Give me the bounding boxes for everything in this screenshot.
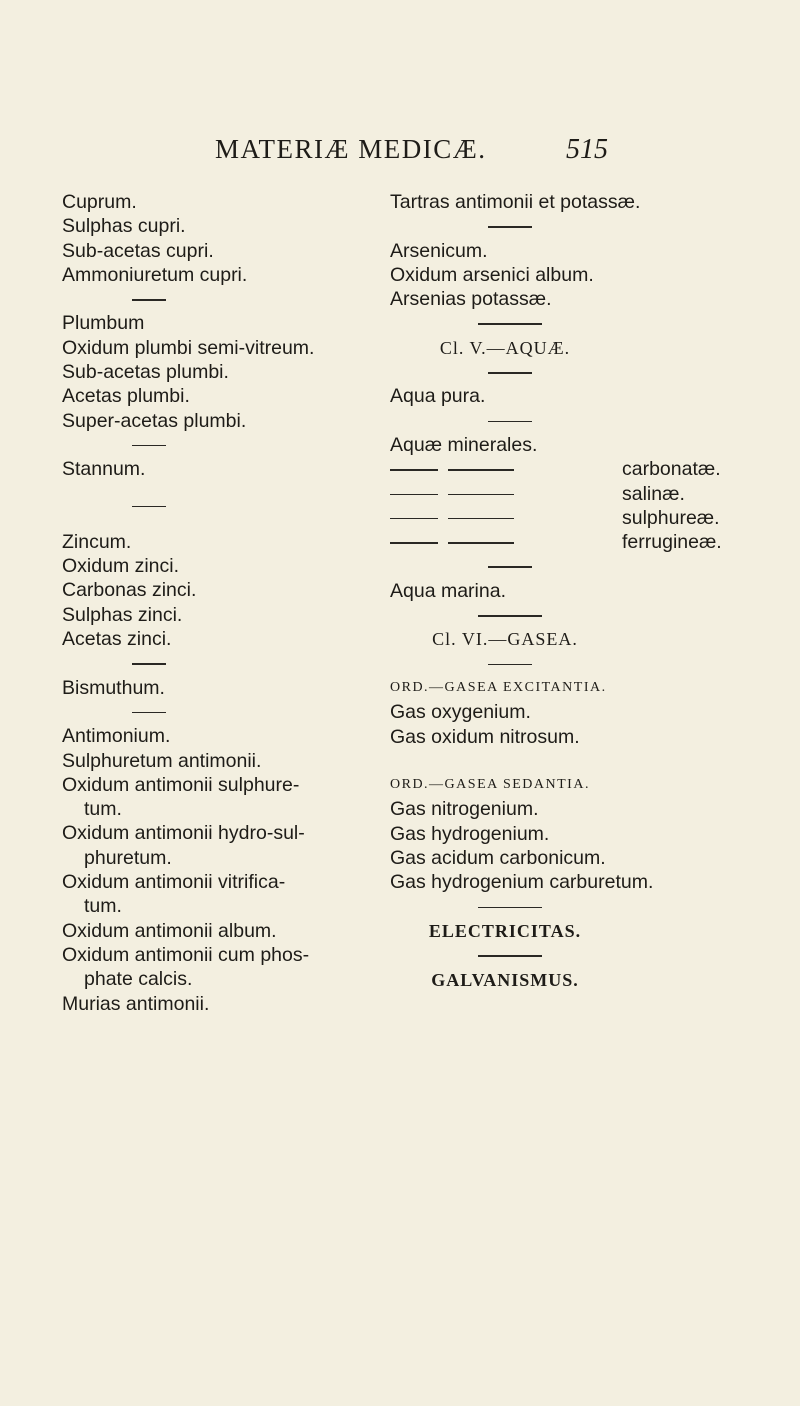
entry-bismuthum: Bismuthum. (62, 676, 165, 699)
header-title: MATERIÆ MEDICÆ. (215, 134, 487, 164)
entry-sub-acetas-plumbi: Sub-acetas plumbi. (62, 361, 229, 384)
entry-sulphuretum-antimonii: Sulphuretum antimonii. (62, 749, 262, 772)
entry-gas-hydrogenium: Gas hydrogenium. (390, 822, 550, 845)
entry-oxidum-antimonii-album: Oxidum antimonii album. (62, 919, 277, 942)
mineral-kind: carbonatæ. (622, 458, 721, 481)
separator-rule (390, 943, 730, 967)
entry-oxidum-antimonii-vitrificatum: Oxidum antimonii vitrifica- (62, 871, 286, 894)
entry-gas-hydrogenium-carburetum: Gas hydrogenium carburetum. (390, 871, 654, 894)
mineral-row-sulphureae (390, 506, 730, 530)
separator-rule (390, 554, 730, 578)
entry-acetas-plumbi: Acetas plumbi. (62, 385, 190, 408)
mineral-kind: salinæ. (622, 482, 685, 505)
entry-continuation: tum. (84, 798, 122, 821)
separator-rule (390, 409, 730, 433)
separator-rule (390, 214, 730, 238)
entry-sub-acetas-cupri: Sub-acetas cupri. (62, 239, 214, 262)
entry-oxidum-arsenici: Oxidum arsenici album. (390, 263, 594, 286)
entry-arsenicum: Arsenicum. (390, 239, 488, 262)
separator-rule (390, 311, 730, 335)
heading-electricitas: ELECTRICITAS. (428, 920, 582, 941)
entry-continuation: phuretum. (84, 846, 172, 869)
class-heading-gasea: Cl. VI.—GASEA. (432, 629, 578, 650)
separator-rule (62, 433, 362, 457)
mineral-kind: sulphureæ. (622, 506, 720, 529)
entry-murias-antimonii: Murias antimonii. (62, 992, 210, 1015)
entry-gas-oxygenium: Gas oxygenium. (390, 701, 531, 724)
entry-continuation: phate calcis. (84, 968, 193, 991)
entry-antimonium: Antimonium. (62, 725, 171, 748)
separator-rule (390, 360, 730, 384)
order-heading-sedantia: ORD.—GASEA SEDANTIA. (390, 777, 590, 793)
right-column (390, 190, 730, 992)
entry-gas-oxidum-nitrosum: Gas oxidum nitrosum. (390, 725, 580, 748)
entry-gas-acidum-carbonicum: Gas acidum carbonicum. (390, 847, 606, 870)
entry-plumbum: Plumbum (62, 312, 145, 335)
separator-rule (390, 895, 730, 919)
entry-oxidum-antimonii-cum-phosphate: Oxidum antimonii cum phos- (62, 943, 310, 966)
entry-aquae-minerales: Aquæ minerales. (390, 433, 538, 456)
entry-oxidum-antimonii-hydro-sulphuretum: Oxidum antimonii hydro-sul- (62, 822, 305, 845)
entry-sulphas-cupri: Sulphas cupri. (62, 215, 186, 238)
separator-rule (62, 494, 362, 518)
separator-rule (390, 652, 730, 676)
separator-rule (62, 287, 362, 311)
mineral-kind: ferrugineæ. (622, 531, 722, 554)
entry-oxidum-zinci: Oxidum zinci. (62, 555, 180, 578)
entry-carbonas-zinci: Carbonas zinci. (62, 579, 197, 602)
entry-zincum: Zincum. (62, 530, 132, 553)
entry-continuation: tum. (84, 895, 122, 918)
class-heading-aquae: Cl. V.—AQUÆ. (439, 337, 571, 358)
mineral-row-carbonatae (390, 457, 730, 481)
entry-super-acetas-plumbi: Super-acetas plumbi. (62, 409, 247, 432)
entry-oxidum-plumbi: Oxidum plumbi semi-vitreum. (62, 336, 315, 359)
entry-sulphas-zinci: Sulphas zinci. (62, 603, 183, 626)
entry-cuprum: Cuprum. (62, 191, 137, 213)
entry-stannum: Stannum. (62, 458, 146, 481)
separator-rule (62, 700, 362, 724)
heading-galvanismus: GALVANISMUS. (431, 969, 579, 990)
entry-gas-nitrogenium: Gas nitrogenium. (390, 798, 539, 821)
mineral-row-ferrugineae (390, 530, 730, 554)
running-header (0, 134, 800, 174)
entry-aqua-marina: Aqua marina. (390, 579, 506, 602)
separator-rule (62, 651, 362, 675)
order-heading-excitantia: ORD.—GASEA EXCITANTIA. (390, 679, 607, 695)
page-number: 515 (566, 134, 608, 165)
entry-aqua-pura: Aqua pura. (390, 385, 486, 408)
mineral-row-salinae (390, 482, 730, 506)
entry-tartras-antimonii: Tartras antimonii et potassæ. (390, 191, 641, 213)
entry-oxidum-antimonii-sulphuretum: Oxidum antimonii sulphure- (62, 773, 300, 796)
entry-arsenias-potassae: Arsenias potassæ. (390, 288, 552, 311)
separator-rule (390, 603, 730, 627)
entry-ammoniuretum-cupri: Ammoniuretum cupri. (62, 263, 248, 286)
entry-acetas-zinci: Acetas zinci. (62, 628, 172, 651)
left-column (62, 190, 362, 1016)
